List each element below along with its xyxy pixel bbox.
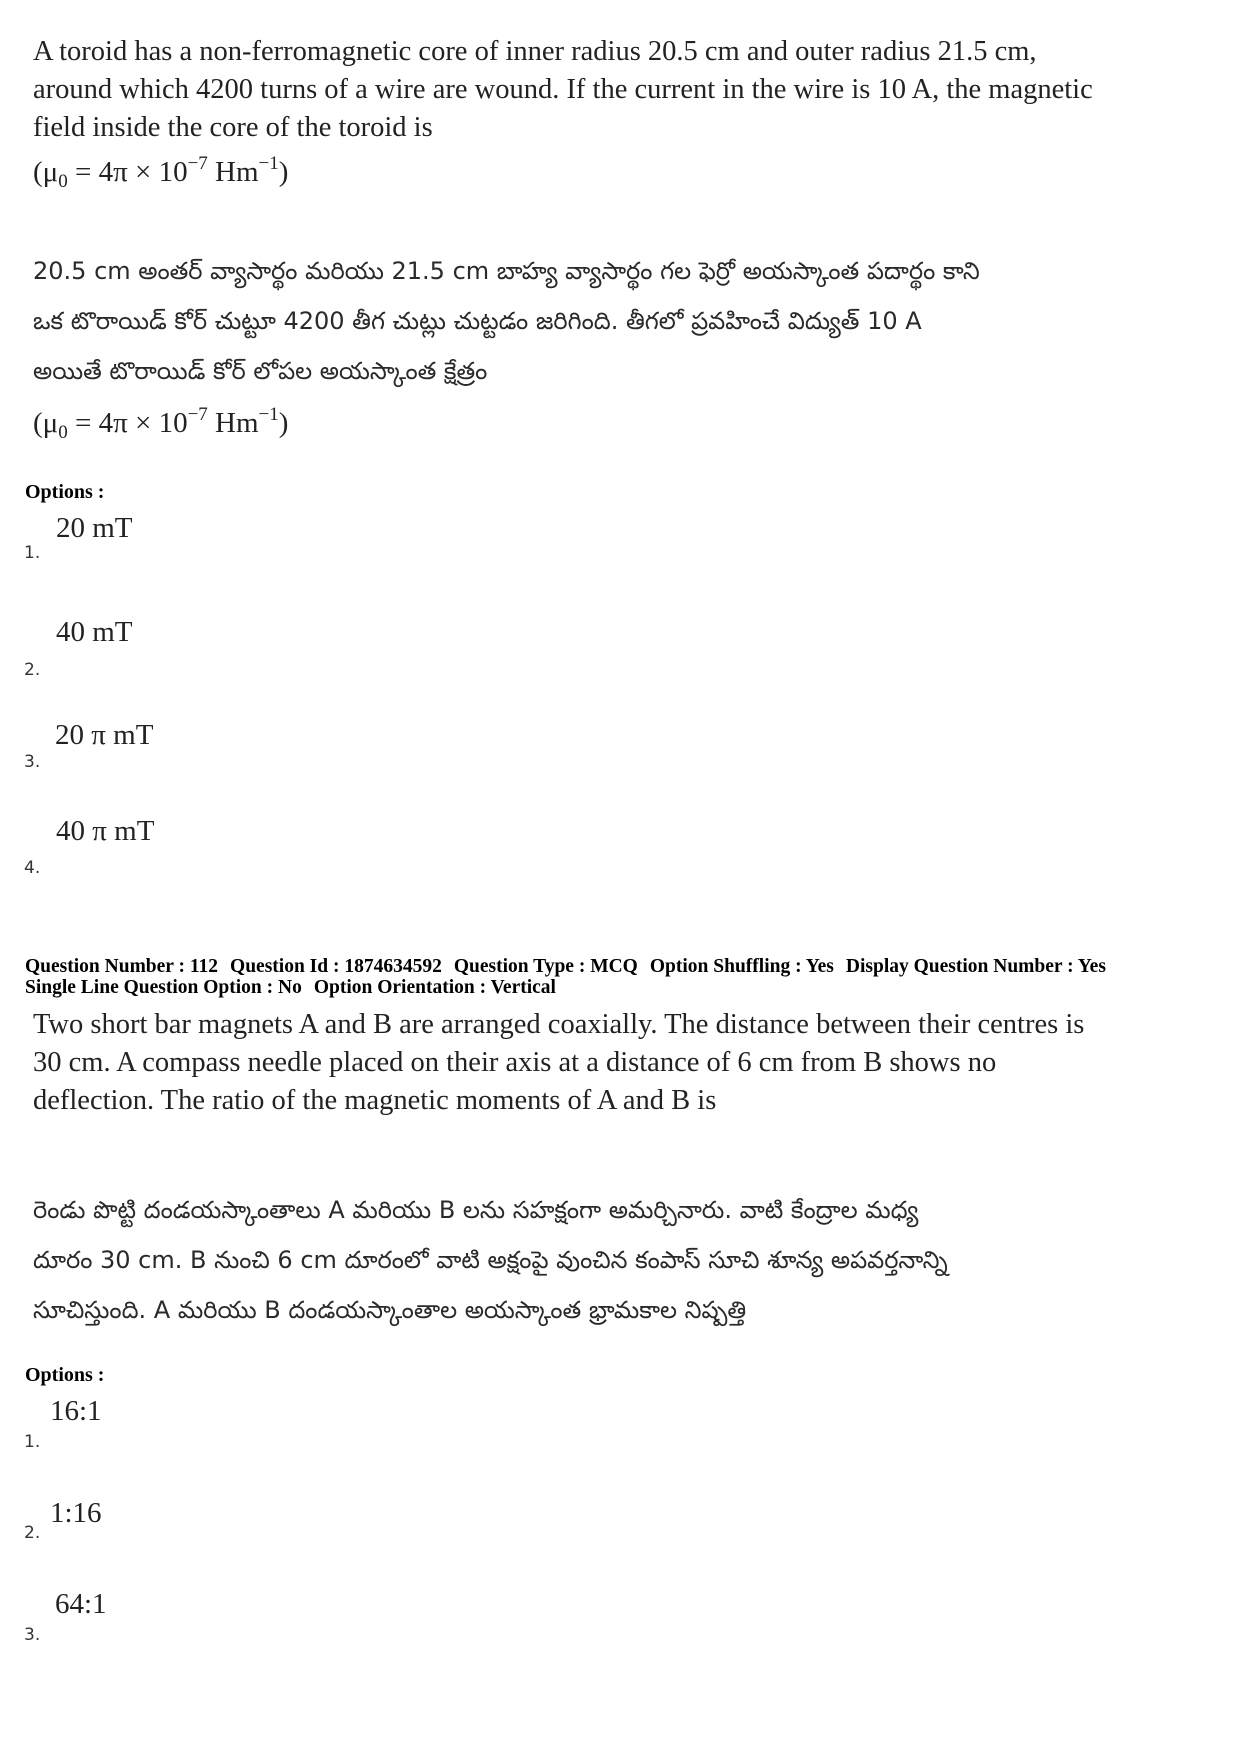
option-3-value[interactable]: 20 π mT <box>55 719 154 751</box>
question-112-meta <box>25 956 1106 998</box>
option-1-number: 1. <box>24 543 41 563</box>
question-111-formula-telugu: ($\mu_0 = 4\pi \times 10^{-7}$ $Hm^{-1}$) <box>33 404 289 443</box>
option-3-value[interactable]: 64:1 <box>55 1588 107 1620</box>
question-111-english-text <box>33 33 1093 147</box>
question-111-telugu-text <box>33 246 980 396</box>
telugu-text-line: సూచిస్తుంది. A మరియు B దండయస్కాంతాల అయస్కాంత భ్రామకాల నిష్పత్తి <box>33 1296 747 1324</box>
display-question-number: Display Question Number : Yes <box>845 956 1106 977</box>
single-line-option: Single Line Question Option : No <box>25 977 302 998</box>
telugu-text-line: దూరం 30 cm. B నుంచి 6 cm దూరంలో వాటి అక్షంపై వుంచిన కంపాస్ సూచి శూన్య అపవర్తనాన్ని <box>33 1246 948 1274</box>
question-112-telugu-text <box>33 1185 948 1335</box>
option-4-value[interactable]: 40 π mT <box>56 815 155 847</box>
option-3-number: 3. <box>24 752 41 772</box>
telugu-text-line: ఒక టొరాయిడ్ కోర్ చుట్టూ 4200 తీగ చుట్లు చుట్టడం జరిగింది. తీగలో ప్రవహించే విద్యుత్ 10 A <box>33 307 922 335</box>
option-2-value[interactable]: 1:16 <box>50 1497 102 1529</box>
telugu-text-line: అయితే టొరాయిడ్ కోర్ లోపల అయస్కాంత క్షేత్రం <box>33 357 488 385</box>
telugu-text-line: రెండు పొట్టి దండయస్కాంతాలు A మరియు B లను సహక్షంగా అమర్చినారు. వాటి కేంద్రాల మధ్య <box>33 1196 919 1224</box>
options-label: Options : <box>25 1364 105 1386</box>
option-1-number: 1. <box>24 1432 41 1452</box>
options-label: Options : <box>25 481 105 503</box>
question-text-line: 30 cm. A compass needle placed on their axis at a distance of 6 cm from B shows no <box>33 1047 997 1078</box>
question-text-line: deflection. The ratio of the magnetic moments of A and B is <box>33 1085 717 1116</box>
question-text-line: field inside the core of the toroid is <box>33 112 433 143</box>
question-text-line: Two short bar magnets A and B are arranged coaxially. The distance between their centres is <box>33 1009 1085 1040</box>
option-orientation: Option Orientation : Vertical <box>313 977 556 998</box>
option-2-number: 2. <box>24 1523 41 1543</box>
question-id: Question Id : 1874634592 <box>230 956 442 977</box>
question-111-formula-english: ($\mu_0 = 4\pi \times 10^{-7}$ $Hm^{-1}$) <box>33 153 289 192</box>
question-text-line: A toroid has a non-ferromagnetic core of inner radius 20.5 cm and outer radius 21.5 cm, <box>33 36 1037 67</box>
option-4-number: 4. <box>24 858 41 878</box>
option-1-value[interactable]: 20 mT <box>56 512 133 544</box>
question-number: Question Number : 112 <box>25 956 219 977</box>
option-1-value[interactable]: 16:1 <box>50 1395 102 1427</box>
question-type: Question Type : MCQ <box>453 956 638 977</box>
option-shuffling: Option Shuffling : Yes <box>649 956 834 977</box>
option-2-number: 2. <box>24 660 41 680</box>
question-112-english-text <box>33 1006 1084 1120</box>
telugu-text-line: 20.5 cm అంతర్ వ్యాసార్థం మరియు 21.5 cm బాహ్య వ్యాసార్థం గల ఫెర్రో అయస్కాంత పదార్థం కాని <box>33 257 980 285</box>
option-2-value[interactable]: 40 mT <box>56 616 133 648</box>
option-3-number: 3. <box>24 1625 41 1645</box>
question-text-line: around which 4200 turns of a wire are wound. If the current in the wire is 10 A, the magnetic <box>33 74 1093 105</box>
